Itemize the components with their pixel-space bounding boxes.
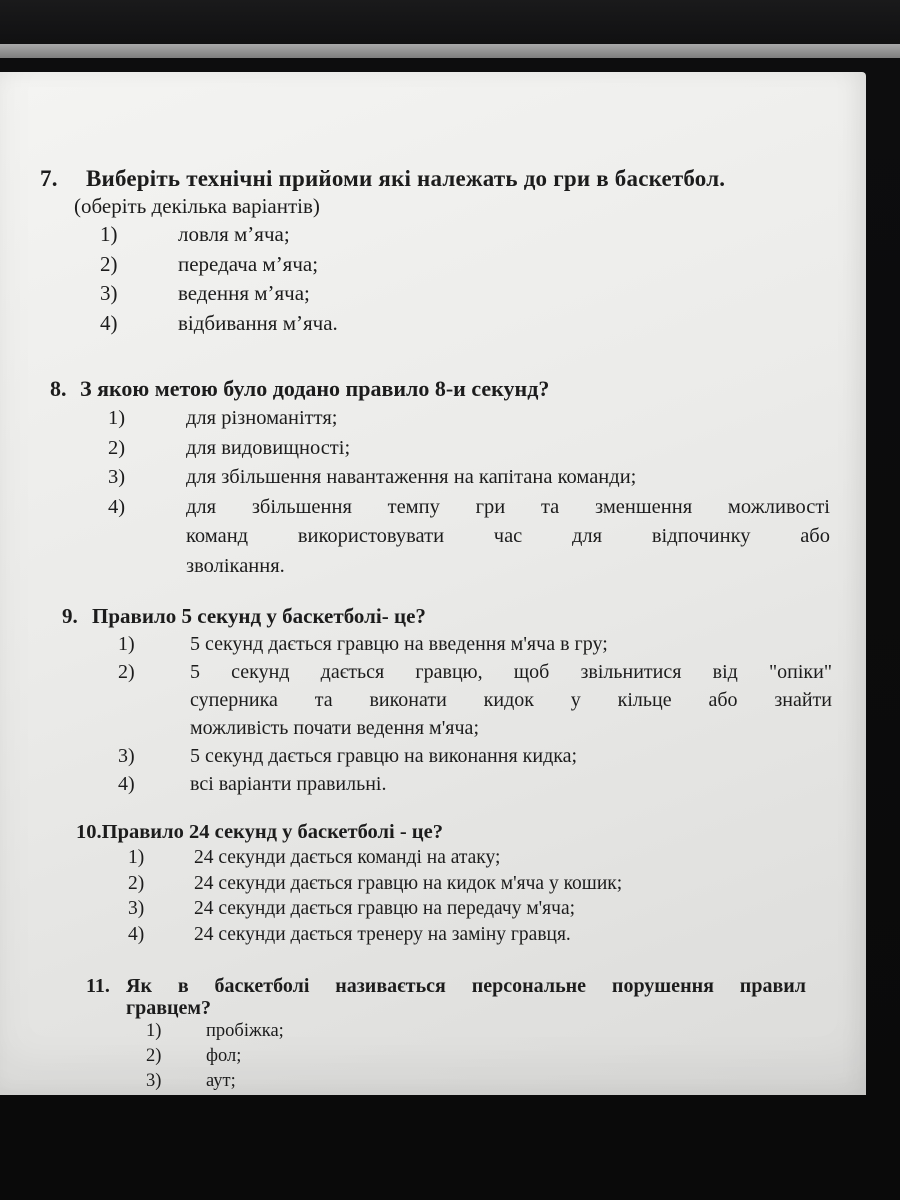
option-number: 3) <box>128 898 145 919</box>
option-number: 2) <box>118 661 135 683</box>
option-number: 2) <box>108 436 126 459</box>
option-number: 3) <box>118 745 135 767</box>
option-number: 4) <box>100 310 118 335</box>
option-number: 2) <box>100 251 118 276</box>
option-number: 4) <box>118 773 135 795</box>
option-item <box>128 871 816 897</box>
option-text: для видовищності; <box>186 436 351 459</box>
option-item <box>118 630 832 658</box>
option-number: 1) <box>146 1021 162 1041</box>
question-subtitle: (оберіть декілька варіантів) <box>74 194 320 218</box>
option-text: всі варіанти правильні. <box>190 773 387 795</box>
screen-top-edge <box>0 44 900 58</box>
option-text: аут; <box>206 1071 236 1091</box>
option-text: фол; <box>206 1046 242 1066</box>
question-9-title-row <box>62 604 832 629</box>
question-title: Правило 5 секунд у баскетболі- це? <box>92 604 426 628</box>
question-title: Виберіть технічні прийоми які належать до гри в баскетбол. <box>86 166 726 191</box>
question-11 <box>86 975 806 1094</box>
option-item <box>128 845 816 871</box>
question-10-title-row <box>76 821 816 844</box>
option-item <box>146 1044 806 1069</box>
question-number: 7. <box>40 166 58 191</box>
option-item <box>100 250 840 280</box>
option-item <box>100 220 840 250</box>
option-number: 3) <box>100 281 118 305</box>
option-text-multiline <box>186 493 830 582</box>
document-page <box>0 72 866 1095</box>
option-text-line: суперника та виконати кидок у кільце або знайти <box>190 689 832 711</box>
option-text: 24 секунди дається гравцю на передачу м'яча; <box>194 898 576 919</box>
question-number: 10. <box>76 821 102 843</box>
option-text-line: для збільшення темпу гри та зменшення можливості <box>186 495 830 518</box>
option-text: 24 секунди дається команді на атаку; <box>194 847 501 868</box>
option-number: 2) <box>146 1046 162 1066</box>
option-number: 3) <box>146 1071 162 1091</box>
option-number: 2) <box>128 872 145 894</box>
option-text: 5 секунд дається гравцю на введення м'яча в гру; <box>190 633 608 655</box>
question-10 <box>76 821 816 947</box>
question-11-title-row <box>86 975 806 1019</box>
option-item <box>118 658 832 742</box>
option-item <box>108 434 830 464</box>
option-item <box>108 493 830 582</box>
option-text: передача м’яча; <box>178 251 319 276</box>
option-item <box>108 463 830 493</box>
option-item <box>146 1069 806 1094</box>
option-text: 5 секунд дається гравцю на виконання кидка; <box>190 745 578 767</box>
option-number: 4) <box>108 495 126 518</box>
question-7-title-row <box>40 166 840 192</box>
quiz-content <box>0 72 866 1095</box>
options-list <box>128 845 816 947</box>
option-text: відбивання м’яча. <box>178 310 338 335</box>
options-list <box>108 404 830 581</box>
question-title: З якою метою було додано правило 8-и секунд? <box>80 376 550 401</box>
options-list <box>146 1019 806 1094</box>
option-item <box>118 742 832 770</box>
question-9 <box>62 604 832 798</box>
question-number: 8. <box>50 376 67 401</box>
question-number: 11. <box>86 975 110 997</box>
question-8-title-row <box>50 376 830 402</box>
options-list <box>118 630 832 798</box>
option-number: 1) <box>100 222 118 246</box>
option-text-line: команд використовувати час для відпочинку або <box>186 525 830 547</box>
option-text: для збільшення навантаження на капітана команди; <box>186 466 637 488</box>
question-8 <box>50 376 830 581</box>
option-number: 4) <box>128 923 145 945</box>
options-list <box>100 220 840 338</box>
option-number: 3) <box>108 466 126 488</box>
option-number: 1) <box>118 633 135 655</box>
option-item <box>100 309 840 339</box>
option-text: пробіжка; <box>206 1021 284 1041</box>
question-title: Правило 24 секунд у баскетболі - це? <box>101 821 443 843</box>
option-item <box>146 1019 806 1044</box>
option-number: 1) <box>128 847 145 868</box>
question-number: 9. <box>62 604 78 628</box>
option-item <box>128 896 816 922</box>
option-item <box>100 279 840 309</box>
question-title-line: Як в баскетболі називається персональне порушення правил <box>126 975 806 997</box>
option-text: 24 секунди дається гравцю на кидок м'яча у кошик; <box>194 872 623 894</box>
option-text: для різноманіття; <box>186 407 338 429</box>
option-text-multiline <box>190 658 832 742</box>
question-title-line: гравцем? <box>126 997 212 1019</box>
option-text-line: 5 секунд дається гравцю, щоб звільнитися від "опіки" <box>190 661 832 683</box>
option-item <box>128 922 816 948</box>
question-7 <box>40 166 840 338</box>
option-text: ведення м’яча; <box>178 281 310 305</box>
option-text-line: можливість почати ведення м'яча; <box>190 717 479 739</box>
option-number: 1) <box>108 407 126 429</box>
question-title-multiline <box>126 975 806 1019</box>
option-item <box>118 770 832 798</box>
option-text-line: зволікання. <box>186 554 285 577</box>
option-item <box>108 404 830 434</box>
option-text: 24 секунди дається тренеру на заміну гравця. <box>194 923 571 945</box>
option-text: ловля м’яча; <box>178 222 290 246</box>
